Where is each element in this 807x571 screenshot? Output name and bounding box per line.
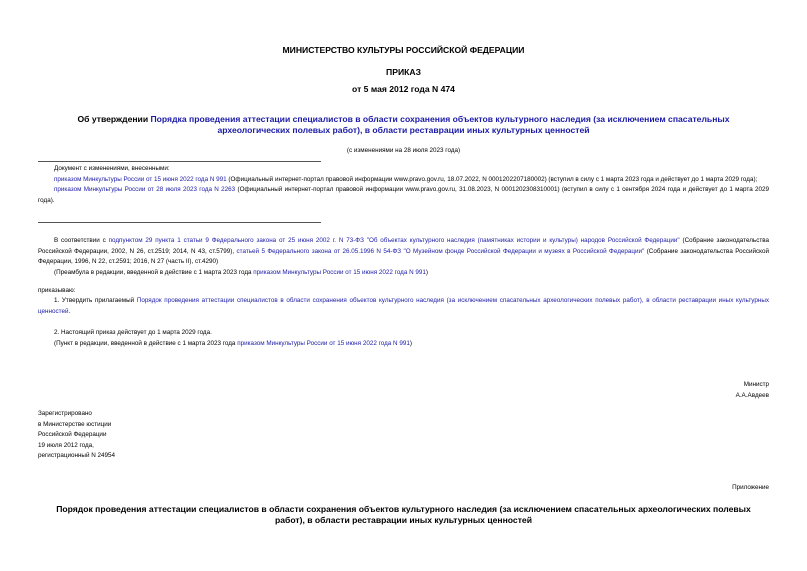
edition-note: (с изменениями на 28 июля 2023 года): [346, 147, 461, 154]
divider-bottom: [38, 222, 321, 223]
divider-top: [38, 161, 321, 162]
registration-block: [38, 409, 115, 462]
item-2-note: [38, 339, 769, 350]
registration-line: Зарегистрировано: [38, 410, 92, 417]
item-2-text: 2. Настоящий приказ действует до 1 марта 2029 года.: [54, 329, 212, 336]
change-link-1[interactable]: приказом Минкультуры России от 15 июня 2022 года N 991: [54, 175, 227, 183]
item-1-lead: 1. Утвердить прилагаемый: [54, 297, 137, 304]
preamble-note-end: ): [425, 268, 429, 276]
changes-block: [38, 164, 769, 206]
signature-block: [736, 380, 769, 401]
preamble-text: [38, 236, 769, 268]
title-link[interactable]: Порядка проведения аттестации специалистов в области сохранения объектов культурного наследия (за исключением спасательных: [150, 114, 730, 124]
changes-item-1: [38, 175, 769, 186]
preamble-note: [38, 268, 769, 279]
title-prefix: Об утверждении: [77, 114, 151, 124]
order-word: приказываю:: [38, 287, 76, 294]
registration-line: в Министерстве юстиции: [38, 420, 112, 428]
signature-name: А.А.Авдеев: [735, 391, 769, 399]
appendix-label: Приложение: [732, 484, 769, 491]
item-1-end: .: [68, 307, 71, 315]
item-2-note-link[interactable]: приказом Минкультуры России от 15 июня 2022 года N 991: [237, 339, 410, 347]
document-title: [0, 114, 807, 125]
preamble-t1: В соответствии с: [54, 237, 109, 244]
changes-item-2: [38, 185, 769, 206]
item-2-note-end: ): [409, 339, 412, 347]
item-1-link[interactable]: Порядок проведения аттестации специалистов в области сохранения объектов культурного наследия (за исключением спасательных археологических полевых работ), в области реставрации иных культурных ценностей: [38, 297, 770, 315]
date-number-heading: от 5 мая 2012 года N 474: [352, 84, 455, 94]
registration-line: Российской Федерации: [38, 431, 107, 438]
item-1: [38, 296, 769, 317]
signature-position: Министр: [743, 381, 769, 388]
registration-line: регистрационный N 24954: [38, 452, 116, 459]
preamble-note-link[interactable]: приказом Минкультуры России от 15 июня 2022 года N 991: [253, 268, 426, 276]
preamble-t3: (Собрание законодательства Российской Федерации, 1996, N 22, ст.2591; 2016, N 27 (часть II), ст.4290): [38, 247, 769, 265]
change-text-2: (Официальный интернет-портал правовой информации www.pravo.gov.ru, 31.08.2023, N 0001202308310001) (вступил в силу с 1 сентября 2024 года и действует до 1 марта 2029 года).: [38, 186, 770, 204]
appendix-title-line1: Порядок проведения аттестации специалистов в области сохранения объектов культурного наследия (за исключением спасательных археологических полевых: [56, 504, 751, 514]
ministry-heading: МИНИСТЕРСТВО КУЛЬТУРЫ РОССИЙСКОЙ ФЕДЕРАЦИИ: [282, 45, 525, 55]
preamble-note-text: (Преамбула в редакции, введенной в действие с 1 марта 2023 года: [54, 268, 254, 276]
change-text-1: (Официальный интернет-портал правовой информации www.pravo.gov.ru, 18.07.2022, N 0001202207180002) (вступил в силу с 1 марта 2023 года и действует до 1 марта 2029 года);: [226, 175, 758, 183]
appendix-title-line2: работ), в области реставрации иных культурных ценностей: [275, 515, 532, 525]
item-2: [38, 328, 769, 349]
document-title-line2: [0, 125, 807, 136]
preamble-t2: (Собрание законодательства Российской Федерации, 2002, N 26, ст.2519; 2014, N 43, ст.5799),: [38, 237, 770, 255]
change-link-2[interactable]: приказом Минкультуры России от 28 июля 2023 года N 2263: [54, 186, 236, 193]
preamble-link-2[interactable]: статьей 5 Федерального закона от 26.05.1996 N 54-ФЗ "О Музейном фонде Российской Федерации и музеях в Российской Федерации": [236, 247, 645, 255]
doc-type-heading: ПРИКАЗ: [386, 67, 421, 77]
changes-intro: Документ с изменениями, внесенными:: [54, 165, 170, 172]
preamble-link-1[interactable]: подпунктом 29 пункта 1 статьи 9 Федерального закона от 25 июня 2002 г. N 73-ФЗ "Об объектах культурного наследия (памятниках истории и культуры) народов Российской Федерации": [108, 237, 680, 244]
item-2-note-text: (Пункт в редакции, введенной в действие с 1 марта 2023 года: [54, 339, 238, 347]
registration-line: 19 июля 2012 года,: [38, 441, 94, 449]
preamble: [38, 236, 769, 278]
item-1-text: [38, 296, 769, 317]
title-link-continued[interactable]: археологических полевых работ), в области реставрации иных культурных ценностей: [217, 125, 590, 135]
